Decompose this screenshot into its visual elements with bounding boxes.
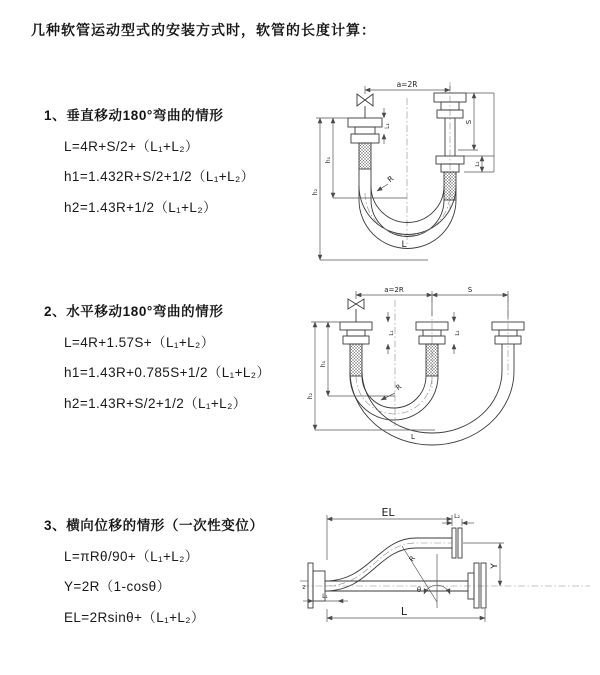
formula-line: L=4R+S/2+（L₁+L₂） [64, 138, 199, 154]
formula-line: EL=2Rsinθ+（L₁+L₂） [64, 609, 205, 625]
left-pipe-flange [340, 322, 372, 376]
middle-pipe-flange [416, 322, 448, 376]
formula-line: L=4R+1.57S+（L₁+L₂） [64, 334, 215, 350]
centerlines [395, 296, 508, 426]
left-pipe-flange [348, 118, 382, 169]
dim-label-a2r: a=2R [396, 80, 418, 89]
straight-pipe [325, 563, 486, 608]
dim-label-l: L [411, 433, 415, 441]
dim-label-r: R [385, 173, 396, 185]
radius-leader [381, 393, 395, 400]
dim-label-l: L [400, 605, 408, 618]
upper-flange [452, 528, 462, 558]
hose-s-curve [325, 538, 452, 591]
page-title: 几种软管运动型式的安装方式时，软管的长度计算： [31, 22, 376, 38]
dim-label-r: R [407, 554, 418, 564]
section-1-heading: 1、垂直移动180°弯曲的情形 [44, 108, 224, 124]
section-3-heading: 3、横向位移的情形（一次性变位） [44, 518, 264, 534]
hose-u-bend [359, 169, 456, 249]
dim-label-r: R [394, 382, 404, 393]
section-2-heading: 2、水平移动180°弯曲的情形 [44, 304, 224, 320]
section-2 [44, 295, 344, 417]
dim-label-h1: h₁ [320, 360, 327, 368]
formula-line: h2=1.43R+1/2（L₁+L₂） [64, 199, 217, 215]
valve-icon [348, 299, 364, 322]
dim-label-el: EL [381, 506, 395, 519]
dim-label-h2: h₂ [307, 392, 314, 400]
dim-label-l: L [401, 240, 407, 250]
dim-label-l2: L₂ [454, 513, 460, 520]
dim-label-theta: θ [416, 586, 422, 594]
radius-leader [377, 184, 388, 191]
dimension-l1-l2 [388, 312, 454, 354]
dim-label-a2r: a=2R [384, 286, 404, 294]
dim-label-l1: L₁ [389, 330, 395, 336]
dim-label-y: Y [490, 563, 500, 569]
formula-line: h2=1.43R+S/2+1/2（L₁+L₂） [64, 395, 247, 411]
diagram-vertical-180-bend [308, 60, 600, 265]
dim-label-h2: h₂ [312, 188, 319, 196]
dim-label-s: S [467, 286, 473, 294]
valve-icon [357, 94, 373, 118]
dim-label-l2: L₂ [475, 161, 481, 167]
dim-label-z: z [302, 584, 306, 591]
formula-line: h1=1.43R+0.785S+1/2（L₁+L₂） [64, 365, 271, 381]
dim-label-s: S [465, 119, 473, 125]
formula-line: h1=1.432R+S/2+1/2（L₁+L₂） [64, 169, 255, 185]
dim-label-l2: L₂ [455, 330, 461, 336]
formula-line: Y=2R（1-cosθ） [64, 579, 171, 595]
dim-label-h1: h₁ [325, 156, 332, 164]
formula-line: L=πRθ/90+（L₁+L₂） [64, 548, 199, 564]
dimension-h1-h2 [316, 118, 428, 260]
dim-label-l1: L₁ [384, 123, 391, 129]
section-1 [44, 99, 344, 221]
dim-label-l1: L₁ [322, 593, 328, 600]
diagram-lateral-displacement [298, 496, 600, 646]
dimension-a2r-s [356, 291, 508, 319]
dimension-l2 [442, 519, 474, 526]
dimension-s-l2 [458, 93, 494, 172]
dimension-el [327, 515, 452, 560]
diagram-horizontal-180-bend [305, 276, 600, 461]
